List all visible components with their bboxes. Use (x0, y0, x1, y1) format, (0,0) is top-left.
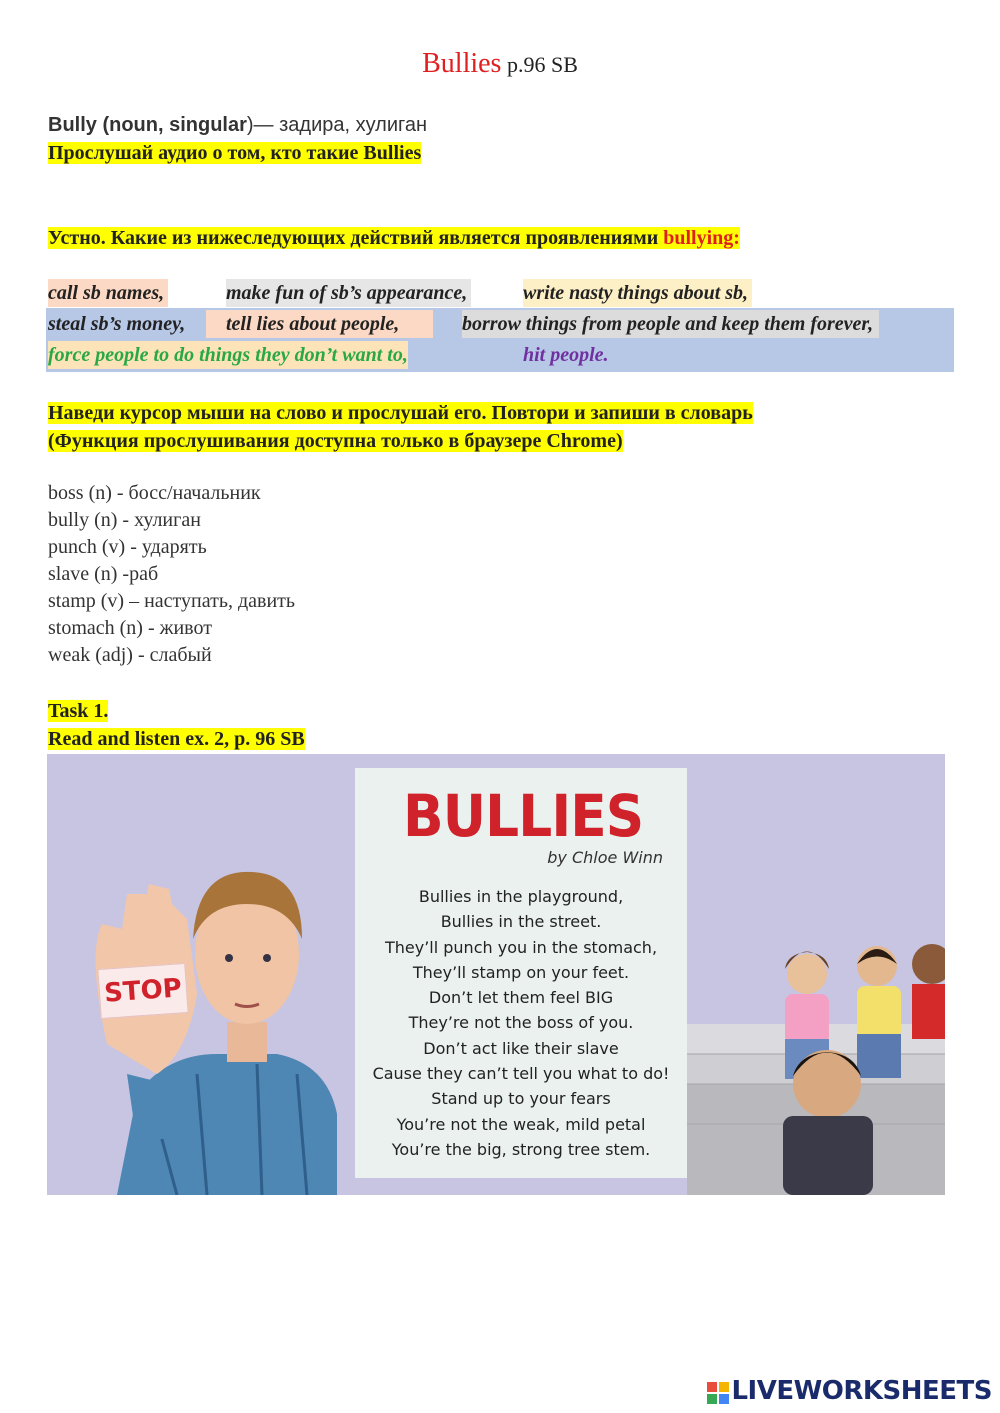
poem-line: They’ll stamp on your feet. (412, 962, 630, 982)
poem-line: Bullies in the street. (440, 912, 602, 932)
poem-line: Bullies in the playground, (418, 887, 624, 906)
vocab-item[interactable]: slave (n) -раб (48, 563, 159, 585)
stop-sign (97, 963, 188, 1019)
logo-icon (707, 1381, 729, 1403)
action-item: tell lies about people, (206, 310, 433, 338)
stop-sign-text: STOP (103, 973, 183, 1009)
oral-question-keyword: bullying: (663, 227, 740, 249)
action-item: steal sb’s money, (48, 310, 185, 338)
logo-text: LIVEWORKSHEETS (731, 1376, 992, 1406)
definition-sep: )— (246, 114, 280, 136)
poem-box (355, 768, 687, 1178)
poem-lines (355, 884, 687, 1162)
action-item: call sb names, (48, 279, 168, 307)
poem-line: Don’t let them feel BIG (428, 988, 614, 1008)
instruction-listen-text: Прослушай аудио о том, кто такие Bullies (48, 142, 422, 164)
action-item: write nasty things about sb, (523, 279, 752, 307)
poem-line: You’re not the weak, mild petal (396, 1114, 646, 1134)
definition-term: Bully (noun, singular (48, 114, 247, 136)
task-block (48, 697, 305, 753)
poem-title: BULLIES (403, 782, 644, 850)
action-item: make fun of sb’s appearance, (226, 279, 471, 307)
instruction-listen (48, 142, 421, 165)
poem-line: They’ll punch you in the stomach, (384, 937, 658, 957)
poem-line: Stand up to your fears (431, 1089, 611, 1109)
liveworksheets-logo (707, 1376, 992, 1406)
action-item-last: hit people. (523, 344, 609, 366)
task-instruction: Read and listen ex. 2, p. 96 SB (48, 728, 305, 750)
action-item: borrow things from people and keep them forever, (462, 310, 879, 338)
definition-translation: задира, хулиган (279, 114, 428, 136)
oral-question-main: Устно. Какие из нижеследующих действий является проявлениями (48, 227, 664, 249)
page-title (0, 48, 1000, 80)
title-main: Bullies (422, 48, 502, 79)
poem-line: You’re the big, strong tree stem. (391, 1139, 651, 1159)
action-item: force people to do things they don’t want to, (48, 341, 408, 369)
title-page-ref: p.96 SB (506, 52, 578, 77)
vocabulary-list (48, 480, 295, 669)
definition-line (48, 114, 427, 137)
poem-line: Cause they can’t tell you what to do! (372, 1064, 670, 1084)
instruction-hover-line1: Наведи курсор мыши на слово и прослушай его. Повтори и запиши в словарь (48, 402, 753, 424)
poem-line: They’re not the boss of you. (408, 1013, 634, 1033)
kids-on-stairs-illustration (687, 754, 945, 1195)
vocab-item[interactable]: boss (n) - босс/начальник (48, 482, 261, 504)
oral-question (48, 227, 740, 250)
vocab-item[interactable]: stamp (v) – наступать, давить (48, 590, 296, 612)
vocab-item[interactable]: stomach (n) - живот (48, 617, 212, 639)
textbook-image (47, 754, 945, 1195)
instruction-hover-line2: (Функция прослушивания доступна только в браузере Chrome) (48, 430, 623, 452)
task-title: Task 1. (48, 700, 109, 722)
vocab-item[interactable]: bully (n) - хулиган (48, 509, 201, 531)
boy-stop-illustration (47, 754, 347, 1195)
oral-question-text (48, 227, 740, 249)
vocab-item[interactable]: punch (v) - ударять (48, 536, 207, 558)
instruction-hover (48, 399, 753, 455)
vocab-item[interactable]: weak (adj) - слабый (48, 644, 212, 666)
action-item: hit people (523, 344, 604, 366)
poem-author: by Chloe Winn (547, 848, 663, 867)
poem-line: Don’t act like their slave (423, 1038, 619, 1058)
